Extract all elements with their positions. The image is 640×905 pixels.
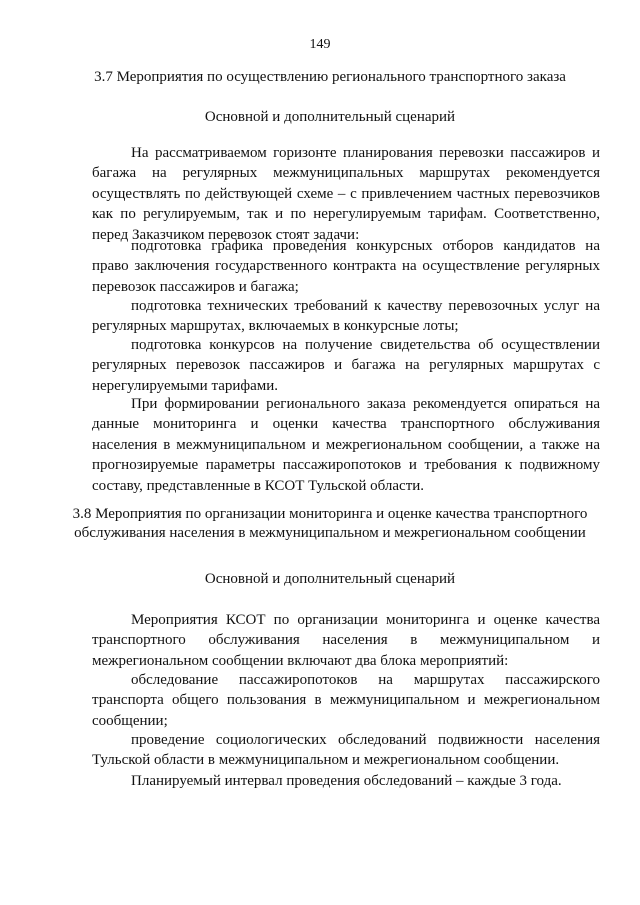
section-3-7-paragraph-1: На рассматриваемом горизонте планирования перевозки пассажиров и багажа на регулярных межмуниципальных маршрутах рекомендуется осуществлять по действующей схеме – с привлечением частных перевозчиков как по регулируемым, так и по нерегулируемым тарифам. Соответственно, перед Заказчиком перевозок стоят задачи:: [92, 145, 600, 243]
section-3-8-paragraph-2: обследование пассажиропотоков на маршрутах пассажирского транспорта общего пользования в межмуниципальном и межрегиональном сообщении;: [92, 672, 600, 729]
section-3-8-paragraph-4: Планируемый интервал проведения обследований – каждые 3 года.: [131, 773, 562, 789]
section-3-7-subtitle: Основной и дополнительный сценарий: [204, 109, 456, 125]
section-3-8-paragraph-3: проведение социологических обследований подвижности населения Тульской области в межмуниципальном и межрегиональном сообщении.: [92, 732, 600, 769]
section-3-7-paragraph-3: подготовка технических требований к качеству перевозочных услуг на регулярных маршрутах, включаемых в конкурсные лоты;: [92, 298, 600, 335]
page-number: 149: [309, 37, 331, 52]
section-3-7-paragraph-5: При формировании регионального заказа рекомендуется опираться на данные мониторинга и оценки качества транспортного обслуживания населения в межмуниципальном и межрегиональном сообщении, а также на прогнозируемые параметры пассажиропотоков и требования к подвижному составу, представленные в КСОТ Тульской области.: [92, 396, 600, 494]
section-3-7-paragraph-2: подготовка графика проведения конкурсных отборов кандидатов на право заключения государственного контракта на осуществление регулярных перевозок пассажиров и багажа;: [92, 238, 600, 295]
section-3-8-paragraph-1: Мероприятия КСОТ по организации мониторинга и оценке качества транспортного обслуживания населения в межмуниципальном и межрегиональном сообщении включают два блока мероприятий:: [92, 612, 600, 669]
section-3-8-subtitle: Основной и дополнительный сценарий: [204, 571, 456, 587]
section-3-7-title: 3.7 Мероприятия по осуществлению регионального транспортного заказа: [94, 69, 566, 85]
section-3-7-paragraph-4: подготовка конкурсов на получение свидетельства об осуществлении регулярных перевозок пассажиров и багажа на регулярных маршрутах с нерегулируемыми тарифами.: [92, 337, 600, 394]
section-3-8-title: 3.8 Мероприятия по организации мониторинга и оценке качества транспортного обслуживания населения в межмуниципальном и межрегиональном сообщении: [72, 506, 588, 541]
